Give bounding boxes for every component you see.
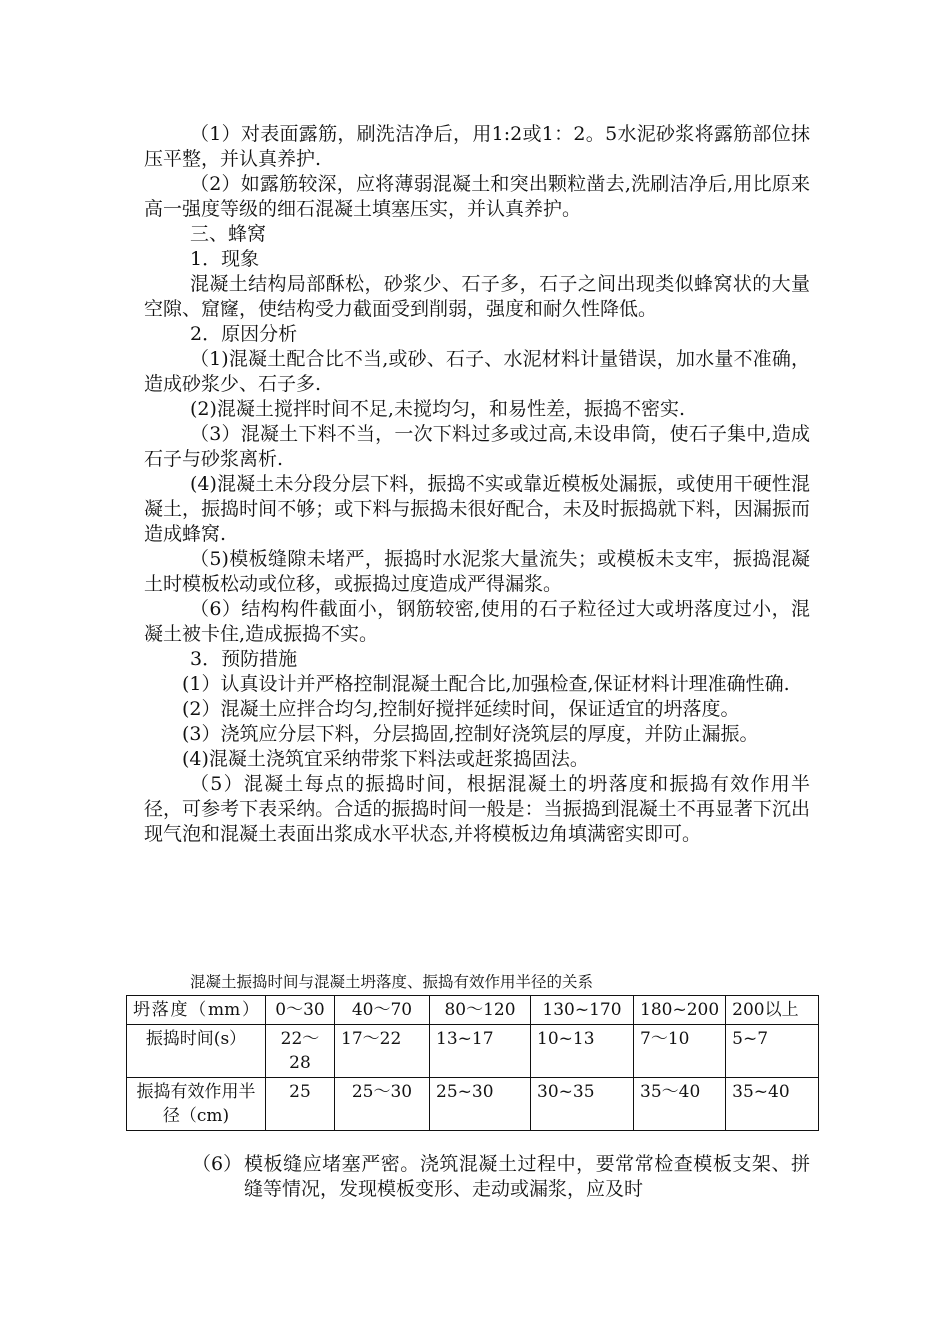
table-cell: 40～70 xyxy=(335,996,430,1025)
section-heading-honeycomb: 三、蜂窝 xyxy=(190,223,267,245)
paragraph-cause-2: (2)混凝土搅拌时间不足,未搅均匀，和易性差，振捣不密实. xyxy=(190,398,685,420)
subheading-phenomenon: 1．现象 xyxy=(190,248,260,270)
paragraph-cause-4: (4)混凝土未分段分层下料，振捣不实或靠近模板处漏振，或使用干硬性混凝土，振捣时间不够；或下料与振捣未很好配合，未及时振捣就下料，因漏振而造成蜂窝. xyxy=(144,473,810,545)
table-cell: 振捣有效作用半径（cm) xyxy=(127,1078,266,1131)
paragraph-prevention-3: (3）浇筑应分层下料，分层捣固,控制好浇筑层的厚度，并防止漏振。 xyxy=(182,723,759,745)
table-cell: 130~170 xyxy=(531,996,634,1025)
paragraph-cause-1: （1)混凝土配合比不当,或砂、石子、水泥材料计量错误，加水量不准确，造成砂浆少、石子多. xyxy=(144,348,810,395)
table-cell: 30~35 xyxy=(531,1078,634,1131)
table-cell: 180~200 xyxy=(634,996,726,1025)
table-cell: 22～28 xyxy=(266,1025,335,1078)
paragraph-phenomenon: 混凝土结构局部酥松，砂浆少、石子多，石子之间出现类似蜂窝状的大量空隙、窟窿，使结构受力截面受到削弱，强度和耐久性降低。 xyxy=(144,273,810,320)
paragraph-prevention-2: (2）混凝土应拌合均匀,控制好搅拌延续时间，保证适宜的坍落度。 xyxy=(182,698,740,720)
table-cell: 25 xyxy=(266,1078,335,1131)
list-item-text: 模板缝应堵塞严密。浇筑混凝土过程中，要常常检查模板支架、拼缝等情况，发现模板变形、走动或漏浆，应及时 xyxy=(244,1153,810,1200)
subheading-cause-analysis: 2．原因分析 xyxy=(190,323,298,345)
table-cell: 17～22 xyxy=(335,1025,430,1078)
paragraph-prevention-5: （5）混凝土每点的振捣时间，根据混凝土的坍落度和振捣有效作用半径，可参考下表采纳。合适的振捣时间一般是：当振捣到混凝土不再显著下沉出现气泡和混凝土表面出浆成水平状态,并将模板边角填满密实即可。 xyxy=(144,773,810,845)
table-cell: 0～30 xyxy=(266,996,335,1025)
table-row xyxy=(127,1078,819,1131)
table-row xyxy=(127,1025,819,1078)
document-body xyxy=(144,122,810,847)
paragraph-cause-6: （6）结构构件截面小，钢筋较密,使用的石子粒径过大或坍落度过小，混凝土被卡住,造成振捣不实。 xyxy=(144,598,810,645)
table-cell: 7～10 xyxy=(634,1025,726,1078)
table-cell: 坍落度（mm） xyxy=(127,996,266,1025)
list-label: （6） xyxy=(192,1153,243,1175)
table-cell: 25~30 xyxy=(430,1078,531,1131)
paragraph-exposed-rebar-2: （2）如露筋较深，应将薄弱混凝土和突出颗粒凿去,洗刷洁净后,用比原来高一强度等级的细石混凝土填塞压实，并认真养护。 xyxy=(144,173,810,220)
table-cell: 5~7 xyxy=(726,1025,819,1078)
table-cell: 200以上 xyxy=(726,996,819,1025)
paragraph-prevention-4: (4)混凝土浇筑宜采纳带浆下料法或赶浆捣固法。 xyxy=(182,748,589,770)
table-cell: 13~17 xyxy=(430,1025,531,1078)
subheading-prevention: 3．预防措施 xyxy=(190,648,298,670)
paragraph-prevention-6 xyxy=(144,1152,810,1200)
table-cell: 10~13 xyxy=(531,1025,634,1078)
table-cell: 35~40 xyxy=(726,1078,819,1131)
paragraph-cause-5: （5)模板缝隙未堵严，振捣时水泥浆大量流失；或模板未支牢，振捣混凝土时模板松动或位移，或振捣过度造成严得漏浆。 xyxy=(144,548,810,595)
paragraph-prevention-1: (1）认真设计并严格控制混凝土配合比,加强检查,保证材料计理准确性确. xyxy=(182,673,790,695)
table-caption: 混凝土振捣时间与混凝土坍落度、振捣有效作用半径的关系 xyxy=(190,973,594,991)
table-cell: 35～40 xyxy=(634,1078,726,1131)
vibration-table xyxy=(126,995,819,1131)
table-cell: 25～30 xyxy=(335,1078,430,1131)
table-cell: 振捣时间(s） xyxy=(127,1025,266,1078)
paragraph-exposed-rebar-1: （1）对表面露筋，刷洗洁净后，用1:2或1：2。5水泥砂浆将露筋部位抹压平整，并认真养护. xyxy=(144,123,810,170)
paragraph-cause-3: （3）混凝土下料不当，一次下料过多或过高,未设串筒，使石子集中,造成石子与砂浆离析. xyxy=(144,423,810,470)
table-header-row xyxy=(127,996,819,1025)
table-cell: 80～120 xyxy=(430,996,531,1025)
